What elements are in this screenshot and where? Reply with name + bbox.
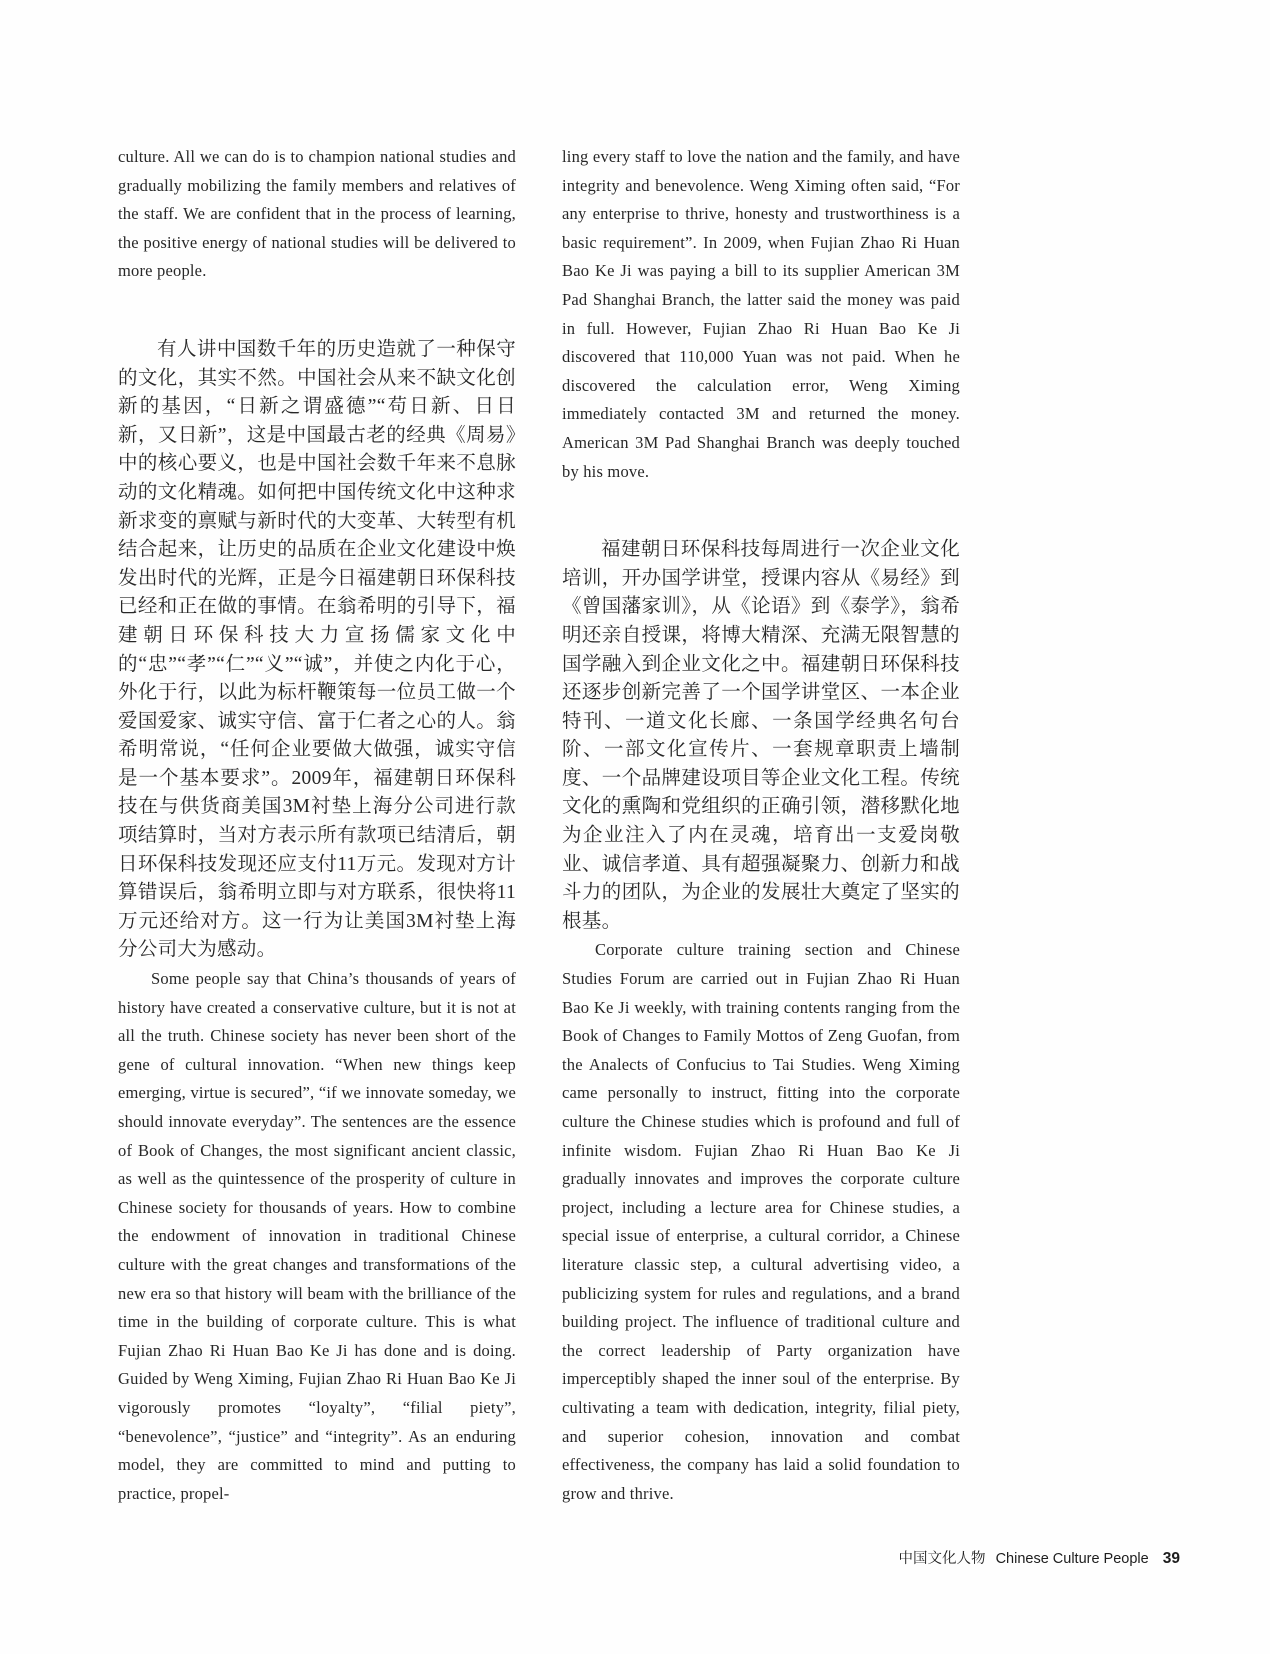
- paragraph: 有人讲中国数千年的历史造就了一种保守的文化，其实不然。中国社会从来不缺文化创新的基因，“日新之谓盛德”“苟日新、日日新，又日新”，这是中国最古老的经典《周易》中的核心要义，也是中国社会数千年来不息脉动的文化精魂。如何把中国传统文化中这种求新求变的禀赋与新时代的大变革、大转型有机结合起来，让历史的品质在企业文化建设中焕发出时代的光辉，正是今日福建朝日环保科技已经和正在做的事情。在翁希明的引导下，福建朝日环保科技大力宣扬儒家文化中的“忠”“孝”“仁”“义”“诚”，并使之内化于心，外化于行，以此为标杆鞭策每一位员工做一个爱国爱家、诚实守信、富于仁者之心的人。翁希明常说，“任何企业要做大做强，诚实守信是一个基本要求”。2009年，福建朝日环保科技在与供货商美国3M衬垫上海分公司进行款项结算时，当对方表示所有款项已结清后，朝日环保科技发现还应支付11万元。发现对方计算错误后，翁希明立即与对方联系，很快将11万元还给对方。这一行为让美国3M衬垫上海分公司大为感动。: [118, 338, 516, 961]
- paragraph: Some people say that China’s thousands of years of history have created a conservative culture, but it is not at all the truth. Chinese society has never been short of the gene of cultural innovation. “When new things keep emerging, virtue is secured”, “if we innovate someday, we should innovate everyday”. The sentences are the essence of Book of Changes, the most significant ancient classic, as well as the quintessence of the prosperity of culture in Chinese society for thousands of years. How to combine the endowment of innovation in traditional Chinese culture with the great changes and transformations of the new era so that history will beam with the brilliance of the time in the building of corporate culture. This is what Fujian Zhao Ri Huan Bao Ke Ji has done and is doing. Guided by Weng Ximing, Fujian Zhao Ri Huan Bao Ke Ji vigorously promotes “loyalty”, “filial piety”, “benevolence”, “justice” and “integrity”. As an enduring model, they are committed to mind and putting to practice, propel-: [118, 969, 516, 1503]
- page-number: 39: [1162, 1550, 1180, 1567]
- journal-title-cn: 中国文化人物: [898, 1551, 986, 1567]
- paragraph: Corporate culture training section and Chinese Studies Forum are carried out in Fujian Zhao Ri Huan Bao Ke Ji weekly, with training contents ranging from the Book of Changes to Family Mottos of Zeng Guofan, from the Analects of Confucius to Tai Studies. Weng Ximing came personally to instruct, fitting into the corporate culture the Chinese studies which is profound and full of infinite wisdom. Fujian Zhao Ri Huan Bao Ke Ji gradually innovates and improves the corporate culture project, including a lecture area for Chinese studies, a special issue of enterprise, a cultural corridor, a Chinese literature classic step, a cultural advertising video, a publicizing system for rules and regulations, and a brand building project. The influence of traditional culture and the correct leadership of Party organization have imperceptibly shaped the inner soul of the enterprise. By cultivating a team with dedication, integrity, filial piety, and superior cohesion, innovation and combat effectiveness, the company has laid a solid foundation to grow and thrive.: [562, 940, 960, 1503]
- right-column: [562, 143, 960, 1508]
- left-column: [118, 143, 516, 1508]
- text-columns: [118, 143, 978, 1508]
- page-footer: [899, 1547, 1180, 1568]
- journal-title-en: Chinese Culture People: [995, 1551, 1149, 1567]
- paragraph: 福建朝日环保科技每周进行一次企业文化培训，开办国学讲堂，授课内容从《易经》到《曾国藩家训》，从《论语》到《泰学》，翁希明还亲自授课，将博大精深、充满无限智慧的国学融入到企业文化之中。福建朝日环保科技还逐步创新完善了一个国学讲堂区、一本企业特刊、一道文化长廊、一条国学经典名句台阶、一部文化宣传片、一套规章职责上墙制度、一个品牌建设项目等企业文化工程。传统文化的熏陶和党组织的正确引领，潜移默化地为企业注入了内在灵魂，培育出一支爱岗敬业、诚信孝道、具有超强凝聚力、创新力和战斗力的团队，为企业的发展壮大奠定了坚实的根基。: [562, 539, 960, 932]
- paragraph: culture. All we can do is to champion national studies and gradually mobilizing the family members and relatives of the staff. We are confident that in the process of learning, the positive energy of national studies will be delivered to more people.: [118, 147, 516, 281]
- paragraph: ling every staff to love the nation and the family, and have integrity and benevolence. Weng Ximing often said, “For any enterprise to thrive, honesty and trustworthiness is a basic requirement”. In 2009, when Fujian Zhao Ri Huan Bao Ke Ji was paying a bill to its supplier American 3M Pad Shanghai Branch, the latter said the money was paid in full. However, Fujian Zhao Ri Huan Bao Ke Ji discovered that 110,000 Yuan was not paid. When he discovered the calculation error, Weng Ximing immediately contacted 3M and returned the money. American 3M Pad Shanghai Branch was deeply touched by his move.: [562, 147, 960, 481]
